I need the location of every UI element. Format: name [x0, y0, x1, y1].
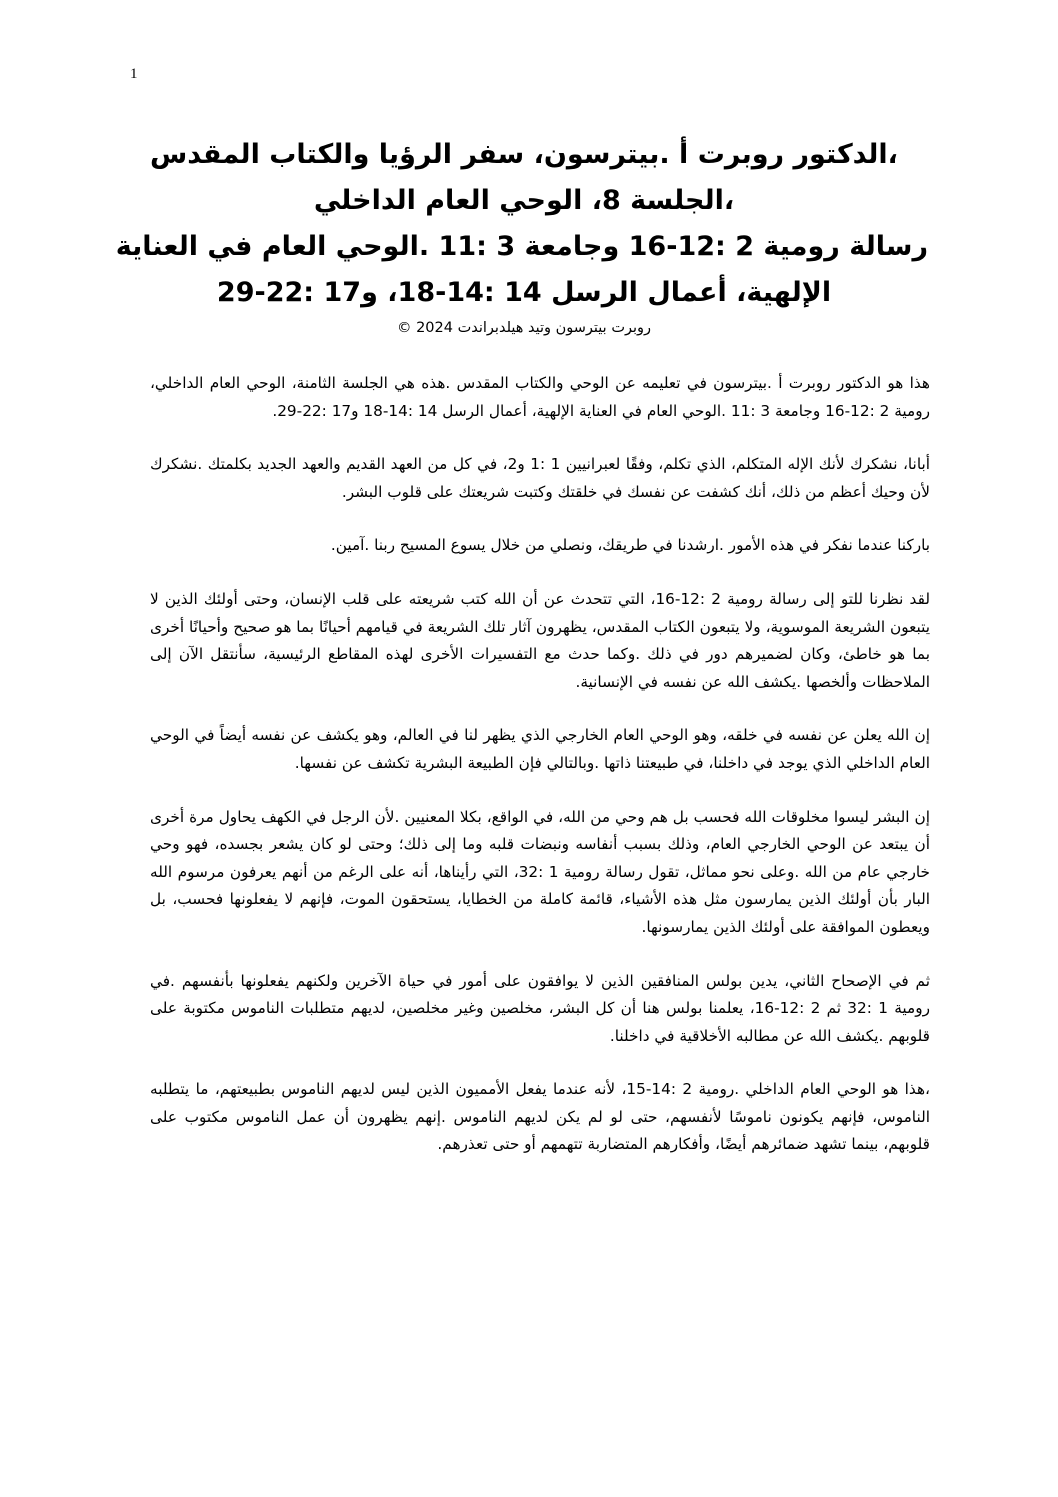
title-line-4: الإلهية، أعمال الرسل 14 :14-18، و17 :22-29 [216, 277, 832, 308]
paragraph-intro: هذا هو الدكتور روبرت أ .بيترسون في تعليمه عن الوحي والكتاب المقدس .هذه هي الجلسة الثامنة، الوحي العام الداخلي، رومية 2 :12-16 وجامعة 3 :11 .الوحي العام في العناية الإلهية، أعمال الرسل 14 :14-18 و17 :22-29. [150, 374, 930, 420]
paragraph-internal-revelation: إن الله يعلن عن نفسه في خلقه، وهو الوحي العام الخارجي الذي يظهر لنا في العالم، وهو يكشف عن نفسه أيضاً في الوحي العام الداخلي الذي يوجد في داخلنا، في طبيعتنا ذاتها .وبالتالي فإن الطبيعة البشرية تكشف عن نفسها. [150, 726, 930, 772]
title-line-2: ،الجلسة 8، الوحي العام الداخلي [313, 185, 735, 216]
paragraph-romans-2-14: ،هذا هو الوحي العام الداخلي .رومية 2 :14-15، لأنه عندما يفعل الأمميون الذين ليس لديهم الناموس بطبيعتهم، ما يتطلبه الناموس، فإنهم يكونون ناموسًا لأنفسهم، حتى لو لم يكن لديهم الناموس .إنهم يظهرون أن عمل الناموس مكتوب على قلوبهم، بينما تشهد ضمائرهم أيضًا، وأفكارهم المتضاربة تتهمهم أو حتى تعذرهم. [150, 1080, 930, 1154]
paragraph-chapter-two: ثم في الإصحاح الثاني، يدين بولس المنافقين الذين لا يوافقون على أمور في حياة الآخرين ولكنهم يفعلونها بأنفسهم .في رومية 1 :32 ثم 2 :12-16، يعلمنا بولس هنا أن كل البشر، مخلصين وغير مخلصين، لديهم متطلبات الناموس مكتوبة على قلوبهم .يكشف الله عن مطالبه الأخلاقية في داخلنا. [150, 971, 930, 1045]
copyright-notice: روبرت بيترسون وتيد هيلدبراندت 2024 © [396, 320, 652, 336]
paragraph-humans-revelation: إن البشر ليسوا مخلوقات الله فحسب بل هم وحي من الله، في الواقع، بكلا المعنيين .لأن الرجل في الكهف يحاول مرة أخرى أن يبتعد عن الوحي الخارجي العام، وذلك بسبب أنفاسه ونبضات قلبه وما إلى ذلك؛ وحتى لو كان يشعر بجسده، فهو وحي خارجي عام من الله .وعلى نحو مماثل، تقول رسالة رومية 1 :32، التي رأيناها، أنه على الرغم من أنهم يعرفون مرسوم الله البار بأن أولئك الذين يمارسون مثل هذه الأشياء، قائمة كاملة من الخطايا، يستحقون الموت، فإنهم لا يفعلونها فحسب، بل ويعطون الموافقة على أولئك الذين يمارسونها. [150, 807, 930, 936]
paragraph-romans-review: لقد نظرنا للتو إلى رسالة رومية 2 :12-16، التي تتحدث عن أن الله كتب شريعته على قلب الإنسان، وحتى أولئك الذين لا يتبعون الشريعة الموسوية، ولا يتبعون الكتاب المقدس، يظهرون آثار تلك الشريعة في قيامهم أحيانًا بما هو صحيح وأحيانًا أخرى بما هو خاطئ، وكان لضميرهم دور في ذلك .وكما حدث مع التفسيرات الأخرى لهذه المقاطع الرئيسية، سأنتقل الآن إلى الملاحظات وألخصها .يكشف الله عن نفسه في الإنسانية. [150, 589, 930, 691]
paragraph-prayer: أبانا، نشكرك لأنك الإله المتكلم، الذي تكلم، وفقًا لعبرانيين 1 :1 و2، في كل من العهد القديم والعهد الجديد بكلمتك .نشكرك لأن وحيك أعظم من ذلك، أنك كشفت عن نفسك في خلقتك وكتبت شريعتك على قلوب البشر. [150, 455, 930, 501]
page-number: 1 [130, 66, 138, 82]
document-header [115, 132, 928, 340]
title-line-3: رسالة رومية 2 :12-16 وجامعة 3 :11 .الوحي العام في العناية [115, 231, 928, 262]
document-body [150, 370, 930, 1185]
title-line-1: ،الدكتور روبرت أ .بيترسون، سفر الرؤيا والكتاب المقدس [150, 139, 898, 170]
paragraph-blessing: باركنا عندما نفكر في هذه الأمور .ارشدنا في طريقك، ونصلي من خلال يسوع المسيح ربنا .آمين. [330, 536, 930, 555]
